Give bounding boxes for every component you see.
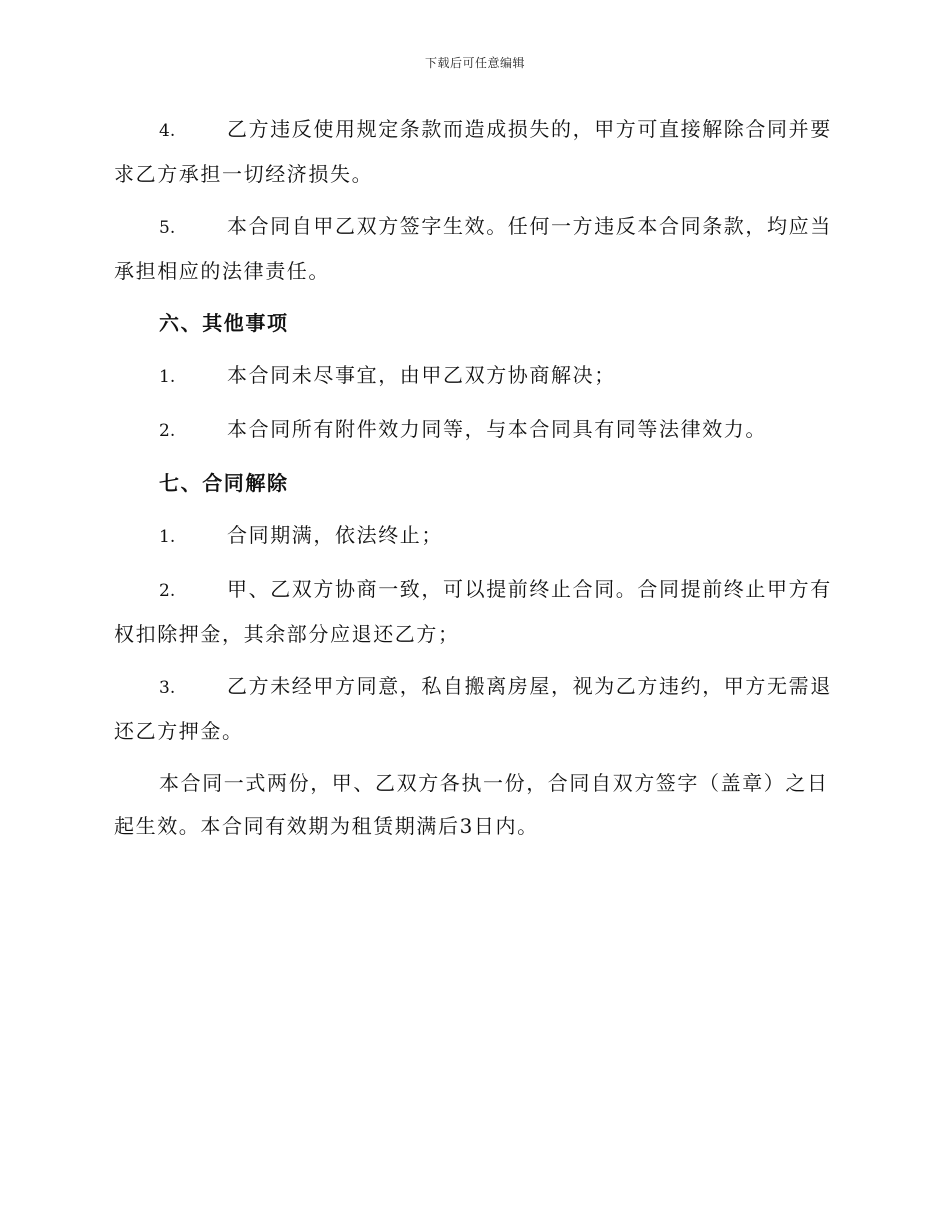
clause-item-5 bbox=[114, 205, 836, 293]
clause-text: 乙方违反使用规定条款而造成损失的，甲方可直接解除合同并要求乙方承担一切经济损失。 bbox=[114, 117, 832, 186]
page-header: 下载后可任意编辑 bbox=[424, 56, 525, 70]
clause-number: 1. bbox=[159, 367, 176, 387]
clause-text: 本合同未尽事宜，由甲乙双方协商解决； bbox=[227, 363, 616, 387]
clause-number: 4. bbox=[159, 121, 176, 141]
clause-number: 5. bbox=[159, 218, 176, 238]
section-heading-other-matters: 六、其他事项 bbox=[159, 311, 289, 335]
clause-item bbox=[114, 568, 836, 656]
clause-number: 1. bbox=[159, 527, 176, 547]
clause-text: 甲、乙双方协商一致，可以提前终止合同。合同提前终止甲方有权扣除押金，其余部分应退还乙方； bbox=[114, 577, 832, 646]
closing-paragraph: 本合同一式两份，甲、乙双方各执一份，合同自双方签字（盖章）之日起生效。本合同有效期为租赁期满后3日内。 bbox=[114, 771, 829, 838]
clause-number: 2. bbox=[159, 581, 176, 601]
clause-text: 合同期满，依法终止； bbox=[227, 523, 443, 547]
contract-body bbox=[114, 108, 836, 857]
clause-item-4 bbox=[114, 108, 836, 196]
clause-text: 本合同所有附件效力同等，与本合同具有同等法律效力。 bbox=[227, 417, 767, 441]
clause-number: 2. bbox=[159, 421, 176, 441]
clause-text: 乙方未经甲方同意，私自搬离房屋，视为乙方违约，甲方无需退还乙方押金。 bbox=[114, 674, 832, 743]
clause-item bbox=[114, 408, 836, 453]
clause-number: 3. bbox=[159, 678, 176, 698]
section-heading-termination: 七、合同解除 bbox=[159, 471, 289, 495]
clause-text: 本合同自甲乙双方签字生效。任何一方违反本合同条款，均应当承担相应的法律责任。 bbox=[114, 214, 832, 283]
clause-item bbox=[114, 665, 836, 753]
clause-item bbox=[114, 354, 836, 399]
clause-item bbox=[114, 514, 836, 559]
